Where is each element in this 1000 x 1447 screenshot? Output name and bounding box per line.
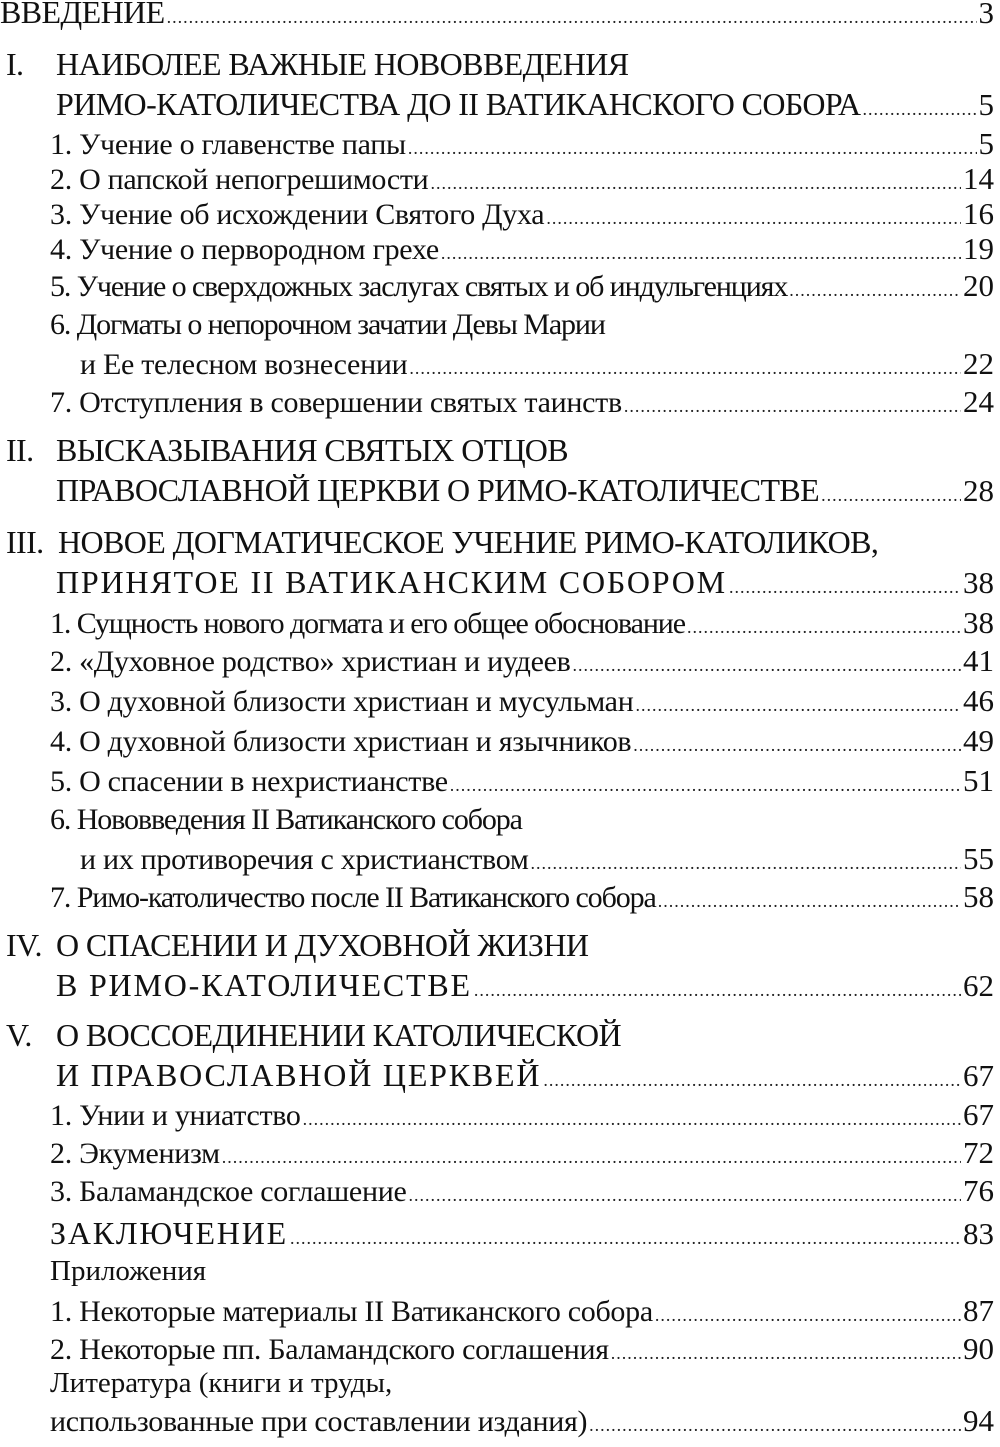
page-number: 87 bbox=[963, 1293, 1000, 1329]
page-number: 28 bbox=[963, 473, 1000, 509]
entry-title: 2. О папской непогрешимости bbox=[0, 163, 428, 197]
page-number: 58 bbox=[963, 879, 1000, 915]
page-number: 5 bbox=[979, 126, 1000, 162]
toc-item-3-7[interactable] bbox=[0, 879, 1000, 923]
dot-leader bbox=[821, 485, 961, 506]
toc-chapter-5[interactable] bbox=[0, 1057, 1000, 1101]
toc-chapter-2-heading[interactable] bbox=[0, 432, 1000, 476]
entry-title: 3. Учение об исхождении Святого Духа bbox=[0, 198, 544, 232]
entry-title: 4. Учение о первородном грехе bbox=[0, 233, 439, 267]
chapter-title-line1: НОВОЕ ДОГМАТИЧЕСКОЕ УЧЕНИЕ РИМО-КАТОЛИКОВ, bbox=[58, 524, 878, 560]
toc-chapter-1-heading[interactable] bbox=[0, 46, 1000, 90]
page-number: 24 bbox=[963, 384, 1000, 420]
page-number: 76 bbox=[963, 1173, 1000, 1209]
toc-chapter-4-heading[interactable] bbox=[0, 927, 1000, 971]
page-number: 94 bbox=[963, 1403, 1000, 1439]
page-number: 62 bbox=[963, 968, 1000, 1004]
page-number: 67 bbox=[963, 1058, 1000, 1094]
dot-leader bbox=[167, 7, 977, 28]
chapter-number: II. bbox=[6, 432, 56, 469]
toc-item-3-4[interactable] bbox=[0, 723, 1000, 767]
chapter-title-line2: В РИМО-КАТОЛИЧЕСТВЕ bbox=[0, 967, 472, 1004]
page-number: 46 bbox=[963, 683, 1000, 719]
page-number: 19 bbox=[963, 231, 1000, 267]
page-number: 5 bbox=[979, 87, 1000, 123]
toc-entry-intro[interactable] bbox=[0, 0, 1000, 38]
toc-chapter-2[interactable] bbox=[0, 472, 1000, 516]
toc-chapter-5-heading[interactable] bbox=[0, 1017, 1000, 1061]
page-number: 49 bbox=[963, 723, 1000, 759]
entry-title: 1. Унии и униатство bbox=[0, 1099, 301, 1133]
entry-title: 3. О духовной близости христиан и мусульман bbox=[0, 685, 633, 719]
entry-title: 6. Нововведения II Ватиканского собора bbox=[0, 803, 522, 837]
dot-leader bbox=[635, 695, 961, 716]
dot-leader bbox=[611, 1343, 961, 1364]
page-number: 3 bbox=[979, 0, 1000, 31]
entry-title-line2: и их противоречия с христианством bbox=[0, 843, 529, 877]
dot-leader bbox=[543, 1070, 961, 1091]
appendix-heading: Приложения bbox=[0, 1255, 206, 1288]
page-number: 55 bbox=[963, 841, 1000, 877]
dot-leader bbox=[573, 655, 962, 676]
dot-leader bbox=[589, 1415, 961, 1436]
page-number: 83 bbox=[963, 1216, 1000, 1252]
dot-leader bbox=[474, 980, 961, 1001]
page-number: 14 bbox=[963, 161, 1000, 197]
entry-title: 3. Баламандское соглашение bbox=[0, 1175, 406, 1209]
toc-item-3-3[interactable] bbox=[0, 683, 1000, 727]
entry-title-line2: и Ее телесном вознесении bbox=[0, 348, 407, 382]
entry-title: 2. «Духовное родство» христиан и иудеев bbox=[0, 645, 571, 679]
dot-leader bbox=[450, 775, 961, 796]
dot-leader bbox=[408, 1185, 961, 1206]
toc-chapter-3-heading[interactable] bbox=[0, 524, 1000, 568]
entry-title: ЗАКЛЮЧЕНИЕ bbox=[0, 1215, 288, 1252]
entry-title: 5. Учение о сверхдожных заслугах святых и об индульгенциях bbox=[0, 270, 787, 304]
entry-title: 7. Отступления в совершении святых таинств bbox=[0, 386, 622, 420]
entry-title: 2. Экуменизм bbox=[0, 1137, 220, 1171]
entry-title: 2. Некоторые пп. Баламандского соглашения bbox=[0, 1333, 609, 1367]
entry-title: 5. О спасении в нехристианстве bbox=[0, 765, 448, 799]
entry-title: 7. Римо-католичество после II Ватиканского собора bbox=[0, 881, 656, 915]
dot-leader bbox=[789, 280, 961, 301]
dot-leader bbox=[633, 735, 961, 756]
dot-leader bbox=[655, 1305, 961, 1326]
dot-leader bbox=[531, 853, 961, 874]
dot-leader bbox=[441, 243, 961, 264]
chapter-title-line1: НАИБОЛЕЕ ВАЖНЫЕ НОВОВВЕДЕНИЯ bbox=[56, 46, 629, 82]
toc-entry-literature[interactable] bbox=[0, 1403, 1000, 1447]
toc-entry-conclusion[interactable] bbox=[0, 1215, 1000, 1259]
toc-item-5-3[interactable] bbox=[0, 1173, 1000, 1217]
page-number: 38 bbox=[963, 565, 1000, 601]
chapter-title-line2: ПРИНЯТОЕ II ВАТИКАНСКИМ СОБОРОМ bbox=[0, 564, 727, 601]
chapter-title-line1: О ВОССОЕДИНЕНИИ КАТОЛИЧЕСКОЙ bbox=[56, 1017, 621, 1053]
toc-chapter-3[interactable] bbox=[0, 564, 1000, 608]
chapter-number: I. bbox=[6, 46, 56, 83]
page-number: 41 bbox=[963, 643, 1000, 679]
chapter-title-line1: О СПАСЕНИИ И ДУХОВНОЙ ЖИЗНИ bbox=[56, 927, 588, 963]
dot-leader bbox=[546, 208, 961, 229]
dot-leader bbox=[409, 358, 961, 379]
chapter-title-line2: ПРАВОСЛАВНОЙ ЦЕРКВИ О РИМО-КАТОЛИЧЕСТВЕ bbox=[0, 472, 819, 509]
page-number: 16 bbox=[963, 196, 1000, 232]
dot-leader bbox=[408, 138, 977, 159]
dot-leader bbox=[430, 173, 961, 194]
page-number: 90 bbox=[963, 1331, 1000, 1367]
chapter-title-line1: ВЫСКАЗЫВАНИЯ СВЯТЫХ ОТЦОВ bbox=[56, 432, 568, 468]
entry-title: 4. О духовной близости христиан и язычников bbox=[0, 725, 631, 759]
toc-chapter-1[interactable] bbox=[0, 86, 1000, 130]
dot-leader bbox=[290, 1228, 961, 1249]
page-number: 20 bbox=[963, 268, 1000, 304]
page-number: 67 bbox=[963, 1097, 1000, 1133]
page-number: 51 bbox=[963, 763, 1000, 799]
toc-item-1-7[interactable] bbox=[0, 384, 1000, 428]
toc-chapter-4[interactable] bbox=[0, 967, 1000, 1011]
entry-title: 1. Некоторые материалы II Ватиканского собора bbox=[0, 1295, 653, 1329]
entry-title: Литература (книги и труды, bbox=[0, 1367, 392, 1400]
dot-leader bbox=[303, 1109, 961, 1130]
chapter-title-line2: И ПРАВОСЛАВНОЙ ЦЕРКВЕЙ bbox=[0, 1057, 541, 1094]
dot-leader bbox=[729, 577, 961, 598]
page-number: 22 bbox=[963, 346, 1000, 382]
entry-title: ВВЕДЕНИЕ bbox=[0, 0, 165, 31]
chapter-number: III. bbox=[6, 524, 58, 561]
toc-item-1-5[interactable] bbox=[0, 268, 1000, 312]
page-number: 72 bbox=[963, 1135, 1000, 1171]
entry-title: 1. Учение о главенстве папы bbox=[0, 128, 406, 162]
entry-title-line2: использованные при составлении издания) bbox=[0, 1405, 587, 1439]
toc-item-3-5[interactable] bbox=[0, 763, 1000, 807]
page-number: 38 bbox=[963, 605, 1000, 641]
chapter-number: V. bbox=[6, 1017, 56, 1054]
chapter-title-line2: РИМО-КАТОЛИЧЕСТВА ДО II ВАТИКАНСКОГО СОБОРА bbox=[0, 86, 861, 123]
dot-leader bbox=[687, 617, 961, 638]
toc-item-3-2[interactable] bbox=[0, 643, 1000, 687]
dot-leader bbox=[624, 396, 961, 417]
dot-leader bbox=[222, 1147, 961, 1168]
chapter-number: IV. bbox=[6, 927, 56, 964]
entry-title: 1. Сущность нового догмата и его общее обоснование bbox=[0, 607, 685, 641]
dot-leader bbox=[658, 891, 961, 912]
dot-leader bbox=[863, 99, 977, 120]
entry-title: 6. Догматы о непорочном зачатии Девы Марии bbox=[0, 308, 605, 342]
